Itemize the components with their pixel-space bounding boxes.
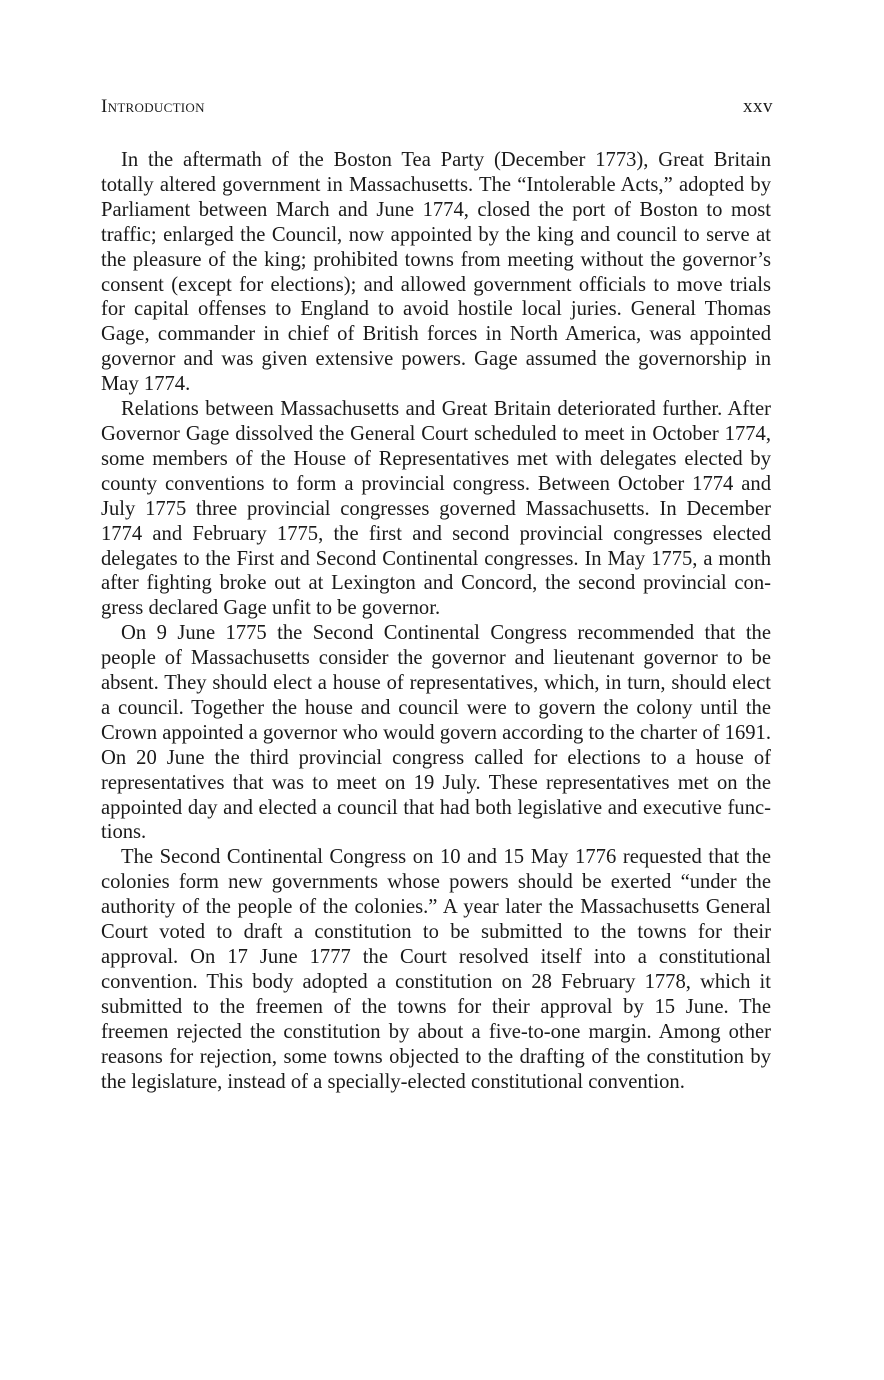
paragraph: Relations between Massachusetts and Great Britain deteriorated further. After Governor Gage dissolved the General Court scheduled to meet in October 1774, some members of the House of Representatives met with delegates elected by county conventions to form a provincial congress. Between October 1774 and July 1775 three provincial congresses governed Massachusetts. In December 1774 and February 1775, the first and second provincial congresses elected delegates to the First and Second Continental congresses. In May 1775, a month after fighting broke out at Lexington and Concord, the second provincial congress declared Gage unfit to be governor. bbox=[101, 398, 771, 620]
page-number: xxv bbox=[743, 96, 773, 117]
running-head bbox=[101, 96, 771, 124]
paragraph: In the aftermath of the Boston Tea Party (December 1773), Great Britain totally altered government in Massachusetts. The “Intolerable Acts,” adopted by Parliament between March and June 1774, closed the port of Boston to most traffic; enlarged the Council, now appointed by the king and council to serve at the pleasure of the king; prohibited towns from meeting without the governor’s consent (except for elections); and allowed government officials to move trials for capital offenses to England to avoid hostile local juries. General Thomas Gage, commander in chief of British forces in North America, was appointed governor and was given extensive powers. Gage assumed the governorship in May 1774. bbox=[101, 149, 771, 396]
body-text bbox=[101, 148, 771, 1094]
paragraph: The Second Continental Congress on 10 and 15 May 1776 requested that the colonies form new governments whose powers should be exerted “under the authority of the people of the colonies.” A year later the Massachusetts General Court voted to draft a constitution to be submitted to the towns for their approval. On 17 June 1777 the Court resolved itself into a constitutional convention. This body adopted a constitution on 28 February 1778, which it submitted to the freemen of the towns for their approval by 15 June. The freemen rejected the constitution by about a five-to-one margin. Among other reasons for rejection, some towns objected to the drafting of the constitution by the legislature, instead of a specially-elected constitutional convention. bbox=[101, 846, 771, 1093]
paragraph: On 9 June 1775 the Second Continental Congress recommended that the people of Massachusetts consider the governor and lieutenant governor to be absent. They should elect a house of representatives, which, in turn, should elect a council. Together the house and council were to govern the colony until the Crown appointed a governor who would govern according to the charter of 1691. On 20 June the third provincial congress called for elections to a house of representatives that was to meet on 19 July. These representatives met on the appointed day and elected a council that had both legislative and executive functions. bbox=[101, 622, 771, 844]
book-page bbox=[101, 96, 771, 1094]
running-title: Introduction bbox=[101, 96, 205, 117]
